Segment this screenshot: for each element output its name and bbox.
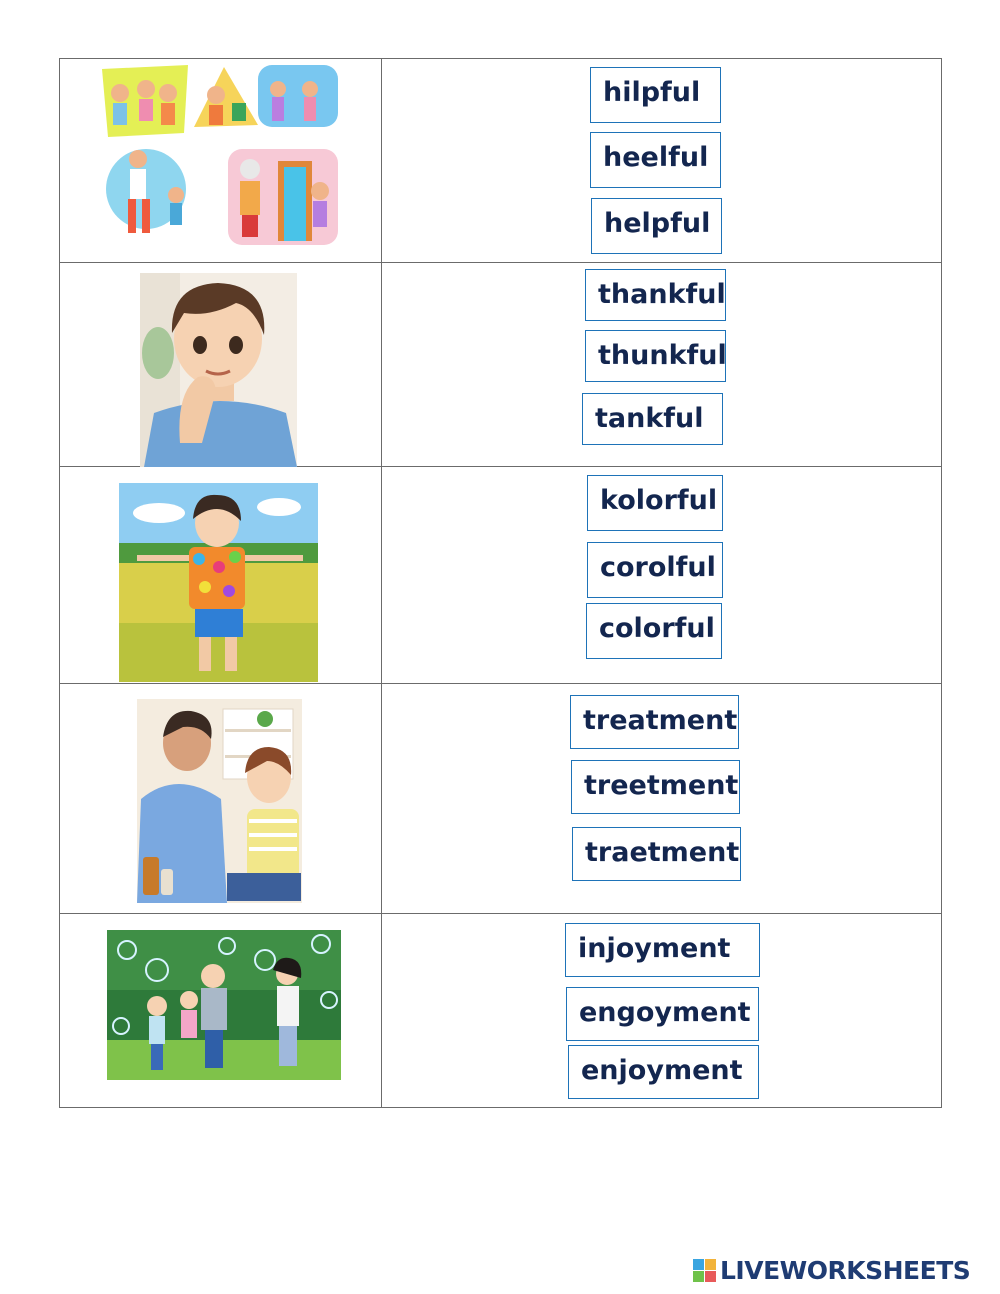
image-cell <box>60 263 382 467</box>
logo-mark-icon <box>693 1259 716 1282</box>
table-row <box>60 914 942 1108</box>
options-cell <box>382 684 942 914</box>
option-button[interactable]: traetment <box>572 827 741 881</box>
option-button[interactable]: enjoyment <box>568 1045 759 1099</box>
option-button[interactable]: kolorful <box>587 475 723 531</box>
table-row <box>60 59 942 263</box>
options-cell <box>382 467 942 684</box>
table-row <box>60 684 942 914</box>
doctor-treatment-image <box>137 699 302 903</box>
worksheet-table <box>59 58 942 1108</box>
table-row <box>60 467 942 684</box>
option-button[interactable]: treatment <box>570 695 739 749</box>
colorful-shirt-boy-image <box>119 483 318 682</box>
image-cell <box>60 684 382 914</box>
doctor-boy-illustration <box>137 699 302 903</box>
option-button[interactable]: hilpful <box>590 67 721 123</box>
option-button[interactable]: helpful <box>591 198 722 254</box>
option-button[interactable]: corolful <box>587 542 723 598</box>
option-button[interactable]: injoyment <box>565 923 760 977</box>
options-cell <box>382 59 942 263</box>
option-button[interactable]: heelful <box>590 132 721 188</box>
option-button[interactable]: thankful <box>585 269 726 321</box>
options-cell <box>382 263 942 467</box>
image-cell <box>60 59 382 263</box>
image-cell <box>60 467 382 684</box>
option-button[interactable]: thunkful <box>585 330 726 382</box>
helping-children-illustration <box>98 63 342 249</box>
option-button[interactable]: tankful <box>582 393 723 445</box>
table-row <box>60 263 942 467</box>
liveworksheets-logo <box>693 1255 970 1285</box>
bubbles-children-illustration <box>107 930 341 1080</box>
option-button[interactable]: treetment <box>571 760 740 814</box>
option-button[interactable]: engoyment <box>566 987 759 1041</box>
colorful-boy-illustration <box>119 483 318 682</box>
thankful-boy-image <box>140 273 297 467</box>
image-cell <box>60 914 382 1108</box>
helping-children-image <box>98 63 342 249</box>
options-cell <box>382 914 942 1108</box>
thankful-boy-illustration <box>140 273 297 467</box>
option-button[interactable]: colorful <box>586 603 722 659</box>
logo-text: LIVEWORKSHEETS <box>720 1255 971 1285</box>
bubbles-children-image <box>107 930 341 1080</box>
